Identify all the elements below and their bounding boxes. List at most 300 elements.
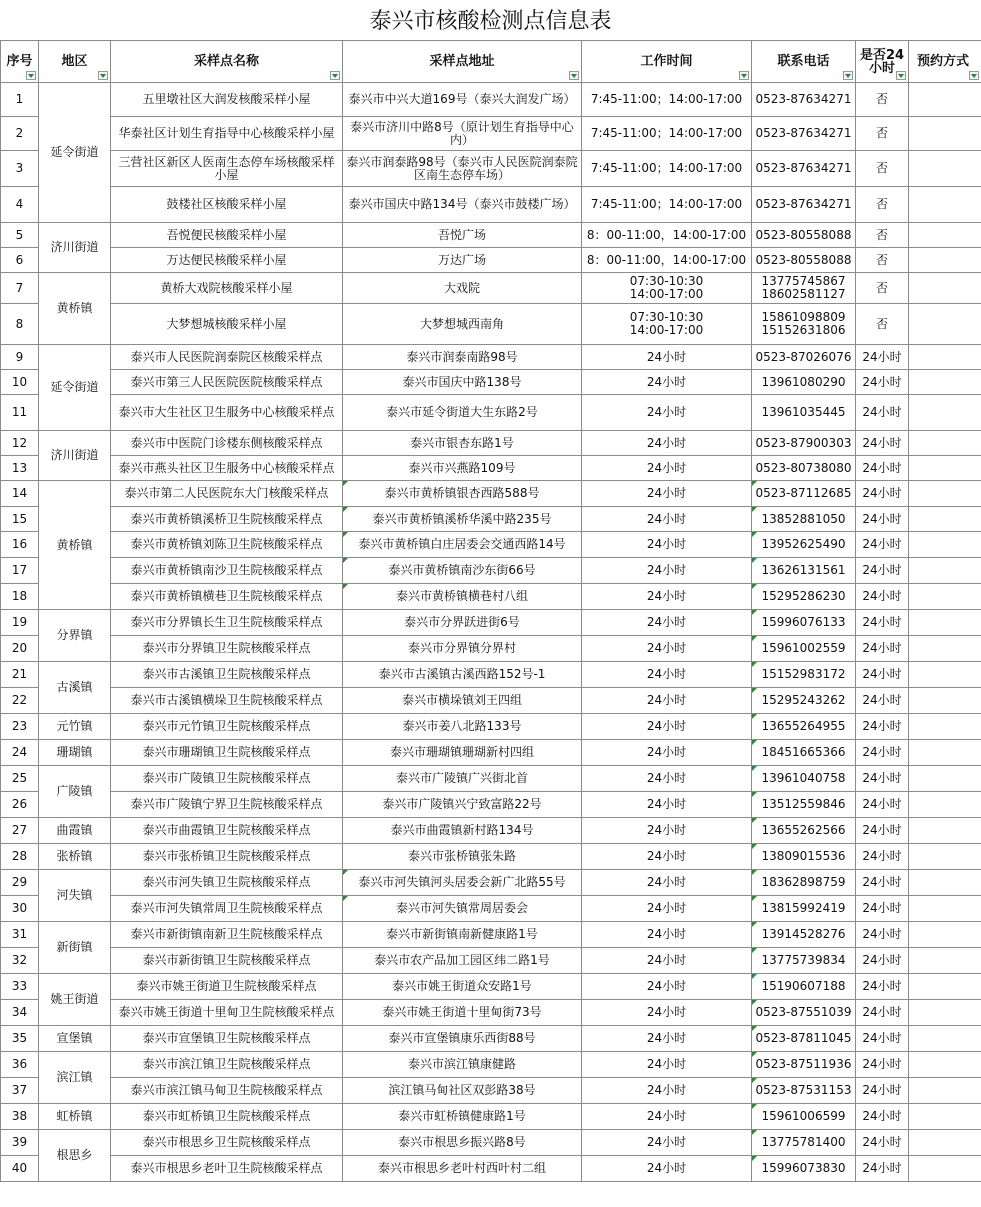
cell-phone[interactable]: 13961035445 <box>752 395 856 431</box>
cell-phone[interactable]: 15190607188 <box>752 974 856 1000</box>
cell-24h[interactable]: 24小时 <box>856 740 909 766</box>
cell-seq[interactable]: 39 <box>1 1130 39 1156</box>
cell-site-name[interactable]: 泰兴市珊瑚镇卫生院核酸采样点 <box>111 740 343 766</box>
cell-site-name[interactable]: 大梦想城核酸采样小屋 <box>111 304 343 345</box>
cell-site-name[interactable]: 五里墩社区大润发核酸采样小屋 <box>111 83 343 117</box>
cell-booking[interactable] <box>909 662 981 688</box>
cell-region[interactable]: 宣堡镇 <box>39 1026 111 1052</box>
cell-24h[interactable]: 24小时 <box>856 395 909 431</box>
cell-site-name[interactable]: 泰兴市宣堡镇卫生院核酸采样点 <box>111 1026 343 1052</box>
cell-phone[interactable]: 0523-87811045 <box>752 1026 856 1052</box>
cell-booking[interactable] <box>909 1078 981 1104</box>
cell-seq[interactable]: 3 <box>1 151 39 187</box>
cell-work-hours[interactable]: 24小时 <box>582 636 752 662</box>
cell-seq[interactable]: 28 <box>1 844 39 870</box>
cell-region[interactable]: 元竹镇 <box>39 714 111 740</box>
header-site-name[interactable]: 采样点名称 <box>111 41 343 83</box>
cell-site-address[interactable]: 泰兴市横垛镇刘王四组 <box>343 688 582 714</box>
cell-phone[interactable]: 13852881050 <box>752 507 856 532</box>
cell-site-address[interactable]: 泰兴市延令街道大生东路2号 <box>343 395 582 431</box>
cell-booking[interactable] <box>909 117 981 151</box>
cell-24h[interactable]: 24小时 <box>856 636 909 662</box>
cell-phone[interactable]: 13775781400 <box>752 1130 856 1156</box>
cell-work-hours[interactable]: 24小时 <box>582 922 752 948</box>
cell-site-address[interactable]: 泰兴市中兴大道169号（泰兴大润发广场） <box>343 83 582 117</box>
cell-work-hours[interactable]: 24小时 <box>582 532 752 558</box>
cell-phone[interactable]: 0523-80738080 <box>752 456 856 481</box>
cell-booking[interactable] <box>909 948 981 974</box>
cell-seq[interactable]: 29 <box>1 870 39 896</box>
cell-booking[interactable] <box>909 395 981 431</box>
cell-site-name[interactable]: 泰兴市河失镇常周卫生院核酸采样点 <box>111 896 343 922</box>
cell-booking[interactable] <box>909 688 981 714</box>
cell-site-address[interactable]: 泰兴市分界镇分界村 <box>343 636 582 662</box>
cell-phone[interactable]: 15295286230 <box>752 584 856 610</box>
cell-seq[interactable]: 34 <box>1 1000 39 1026</box>
cell-site-name[interactable]: 泰兴市广陵镇卫生院核酸采样点 <box>111 766 343 792</box>
cell-site-name[interactable]: 泰兴市分界镇卫生院核酸采样点 <box>111 636 343 662</box>
cell-booking[interactable] <box>909 896 981 922</box>
cell-phone[interactable]: 0523-87900303 <box>752 431 856 456</box>
cell-seq[interactable]: 15 <box>1 507 39 532</box>
cell-site-name[interactable]: 泰兴市河失镇卫生院核酸采样点 <box>111 870 343 896</box>
cell-booking[interactable] <box>909 187 981 223</box>
cell-work-hours[interactable]: 07:30-10:30 14:00-17:00 <box>582 273 752 304</box>
cell-phone[interactable]: 15152983172 <box>752 662 856 688</box>
cell-phone[interactable]: 0523-87634271 <box>752 117 856 151</box>
cell-site-address[interactable]: 泰兴市宣堡镇康乐西街88号 <box>343 1026 582 1052</box>
cell-phone[interactable]: 13961040758 <box>752 766 856 792</box>
cell-phone[interactable]: 0523-87112685 <box>752 481 856 507</box>
cell-work-hours[interactable]: 24小时 <box>582 345 752 370</box>
cell-work-hours[interactable]: 24小时 <box>582 1026 752 1052</box>
cell-booking[interactable] <box>909 248 981 273</box>
cell-seq[interactable]: 19 <box>1 610 39 636</box>
cell-seq[interactable]: 35 <box>1 1026 39 1052</box>
cell-phone[interactable]: 13512559846 <box>752 792 856 818</box>
cell-24h[interactable]: 24小时 <box>856 558 909 584</box>
cell-24h[interactable]: 24小时 <box>856 1156 909 1182</box>
cell-phone[interactable]: 0523-87531153 <box>752 1078 856 1104</box>
cell-24h[interactable]: 24小时 <box>856 1078 909 1104</box>
cell-region[interactable]: 新街镇 <box>39 922 111 974</box>
cell-seq[interactable]: 13 <box>1 456 39 481</box>
cell-site-name[interactable]: 泰兴市古溪镇卫生院核酸采样点 <box>111 662 343 688</box>
cell-region[interactable]: 姚王街道 <box>39 974 111 1026</box>
cell-work-hours[interactable]: 24小时 <box>582 792 752 818</box>
cell-24h[interactable]: 24小时 <box>856 345 909 370</box>
cell-phone[interactable]: 13655264955 <box>752 714 856 740</box>
cell-site-name[interactable]: 泰兴市广陵镇宁界卫生院核酸采样点 <box>111 792 343 818</box>
cell-region[interactable]: 滨江镇 <box>39 1052 111 1104</box>
cell-site-name[interactable]: 华泰社区计划生育指导中心核酸采样小屋 <box>111 117 343 151</box>
cell-site-address[interactable]: 泰兴市黄桥镇横巷村八组 <box>343 584 582 610</box>
cell-site-name[interactable]: 泰兴市根思乡卫生院核酸采样点 <box>111 1130 343 1156</box>
cell-24h[interactable]: 24小时 <box>856 456 909 481</box>
header-region[interactable]: 地区 <box>39 41 111 83</box>
cell-region[interactable]: 分界镇 <box>39 610 111 662</box>
cell-seq[interactable]: 22 <box>1 688 39 714</box>
cell-booking[interactable] <box>909 792 981 818</box>
cell-seq[interactable]: 32 <box>1 948 39 974</box>
cell-work-hours[interactable]: 24小时 <box>582 740 752 766</box>
cell-work-hours[interactable]: 7:45-11:00；14:00-17:00 <box>582 151 752 187</box>
cell-24h[interactable]: 24小时 <box>856 714 909 740</box>
cell-work-hours[interactable]: 24小时 <box>582 610 752 636</box>
cell-booking[interactable] <box>909 223 981 248</box>
cell-phone[interactable]: 13809015536 <box>752 844 856 870</box>
cell-site-name[interactable]: 泰兴市姚王街道卫生院核酸采样点 <box>111 974 343 1000</box>
cell-24h[interactable]: 24小时 <box>856 1026 909 1052</box>
cell-site-name[interactable]: 泰兴市黄桥镇溪桥卫生院核酸采样点 <box>111 507 343 532</box>
cell-work-hours[interactable]: 24小时 <box>582 688 752 714</box>
cell-seq[interactable]: 9 <box>1 345 39 370</box>
cell-region[interactable]: 古溪镇 <box>39 662 111 714</box>
cell-24h[interactable]: 24小时 <box>856 1104 909 1130</box>
cell-work-hours[interactable]: 24小时 <box>582 818 752 844</box>
cell-region[interactable]: 黄桥镇 <box>39 273 111 345</box>
cell-site-address[interactable]: 大梦想城西南角 <box>343 304 582 345</box>
cell-booking[interactable] <box>909 370 981 395</box>
cell-24h[interactable]: 24小时 <box>856 818 909 844</box>
cell-booking[interactable] <box>909 714 981 740</box>
cell-booking[interactable] <box>909 481 981 507</box>
cell-region[interactable]: 珊瑚镇 <box>39 740 111 766</box>
cell-site-name[interactable]: 泰兴市大生社区卫生服务中心核酸采样点 <box>111 395 343 431</box>
cell-work-hours[interactable]: 24小时 <box>582 1052 752 1078</box>
cell-booking[interactable] <box>909 151 981 187</box>
cell-24h[interactable]: 24小时 <box>856 688 909 714</box>
cell-site-name[interactable]: 泰兴市第二人民医院东大门核酸采样点 <box>111 481 343 507</box>
cell-site-name[interactable]: 鼓楼社区核酸采样小屋 <box>111 187 343 223</box>
cell-work-hours[interactable]: 8：00-11:00，14:00-17:00 <box>582 248 752 273</box>
cell-site-address[interactable]: 泰兴市黄桥镇白庄居委会交通西路14号 <box>343 532 582 558</box>
cell-booking[interactable] <box>909 456 981 481</box>
cell-phone[interactable]: 0523-80558088 <box>752 248 856 273</box>
cell-site-address[interactable]: 泰兴市润泰路98号（泰兴市人民医院润泰院区南生态停车场） <box>343 151 582 187</box>
cell-seq[interactable]: 11 <box>1 395 39 431</box>
cell-booking[interactable] <box>909 431 981 456</box>
cell-work-hours[interactable]: 24小时 <box>582 1104 752 1130</box>
cell-phone[interactable]: 15295243262 <box>752 688 856 714</box>
cell-booking[interactable] <box>909 558 981 584</box>
cell-site-address[interactable]: 万达广场 <box>343 248 582 273</box>
cell-phone[interactable]: 13952625490 <box>752 532 856 558</box>
cell-booking[interactable] <box>909 1026 981 1052</box>
cell-site-address[interactable]: 泰兴市珊瑚镇珊瑚新村四组 <box>343 740 582 766</box>
cell-site-name[interactable]: 黄桥大戏院核酸采样小屋 <box>111 273 343 304</box>
cell-phone[interactable]: 13626131561 <box>752 558 856 584</box>
cell-work-hours[interactable]: 24小时 <box>582 1000 752 1026</box>
cell-site-address[interactable]: 泰兴市黄桥镇溪桥华溪中路235号 <box>343 507 582 532</box>
cell-phone[interactable]: 18362898759 <box>752 870 856 896</box>
cell-phone[interactable]: 0523-87634271 <box>752 187 856 223</box>
cell-seq[interactable]: 37 <box>1 1078 39 1104</box>
cell-phone[interactable]: 0523-87634271 <box>752 151 856 187</box>
cell-phone[interactable]: 0523-87634271 <box>752 83 856 117</box>
cell-site-name[interactable]: 泰兴市黄桥镇南沙卫生院核酸采样点 <box>111 558 343 584</box>
cell-seq[interactable]: 10 <box>1 370 39 395</box>
cell-24h[interactable]: 24小时 <box>856 896 909 922</box>
cell-work-hours[interactable]: 24小时 <box>582 896 752 922</box>
cell-site-address[interactable]: 泰兴市分界跃进街6号 <box>343 610 582 636</box>
cell-site-address[interactable]: 泰兴市银杏东路1号 <box>343 431 582 456</box>
cell-site-address[interactable]: 泰兴市河失镇河头居委会新广北路55号 <box>343 870 582 896</box>
cell-phone[interactable]: 15996076133 <box>752 610 856 636</box>
cell-site-address[interactable]: 泰兴市古溪镇古溪西路152号-1 <box>343 662 582 688</box>
cell-24h[interactable]: 否 <box>856 83 909 117</box>
cell-work-hours[interactable]: 24小时 <box>582 844 752 870</box>
cell-site-address[interactable]: 泰兴市国庆中路134号（泰兴市鼓楼广场） <box>343 187 582 223</box>
cell-seq[interactable]: 40 <box>1 1156 39 1182</box>
cell-24h[interactable]: 24小时 <box>856 662 909 688</box>
cell-24h[interactable]: 否 <box>856 273 909 304</box>
cell-work-hours[interactable]: 24小时 <box>582 1156 752 1182</box>
cell-24h[interactable]: 否 <box>856 117 909 151</box>
cell-24h[interactable]: 24小时 <box>856 532 909 558</box>
cell-booking[interactable] <box>909 345 981 370</box>
cell-booking[interactable] <box>909 610 981 636</box>
cell-region[interactable]: 延令街道 <box>39 83 111 223</box>
cell-booking[interactable] <box>909 636 981 662</box>
cell-work-hours[interactable]: 07:30-10:30 14:00-17:00 <box>582 304 752 345</box>
cell-site-address[interactable]: 泰兴市曲霞镇新村路134号 <box>343 818 582 844</box>
cell-site-name[interactable]: 泰兴市新街镇卫生院核酸采样点 <box>111 948 343 974</box>
cell-booking[interactable] <box>909 870 981 896</box>
cell-site-address[interactable]: 泰兴市广陵镇广兴街北首 <box>343 766 582 792</box>
cell-site-name[interactable]: 泰兴市燕头社区卫生服务中心核酸采样点 <box>111 456 343 481</box>
cell-booking[interactable] <box>909 532 981 558</box>
cell-site-address[interactable]: 泰兴市农产品加工园区纬二路1号 <box>343 948 582 974</box>
cell-24h[interactable]: 24小时 <box>856 610 909 636</box>
cell-work-hours[interactable]: 24小时 <box>582 584 752 610</box>
cell-24h[interactable]: 24小时 <box>856 844 909 870</box>
cell-booking[interactable] <box>909 273 981 304</box>
cell-phone[interactable]: 15961006599 <box>752 1104 856 1130</box>
cell-seq[interactable]: 14 <box>1 481 39 507</box>
cell-phone[interactable]: 18451665366 <box>752 740 856 766</box>
cell-work-hours[interactable]: 24小时 <box>582 395 752 431</box>
cell-site-address[interactable]: 泰兴市根思乡振兴路8号 <box>343 1130 582 1156</box>
cell-seq[interactable]: 18 <box>1 584 39 610</box>
cell-seq[interactable]: 33 <box>1 974 39 1000</box>
cell-24h[interactable]: 24小时 <box>856 948 909 974</box>
cell-booking[interactable] <box>909 1000 981 1026</box>
cell-24h[interactable]: 24小时 <box>856 584 909 610</box>
cell-24h[interactable]: 24小时 <box>856 481 909 507</box>
cell-seq[interactable]: 36 <box>1 1052 39 1078</box>
cell-24h[interactable]: 24小时 <box>856 1130 909 1156</box>
cell-24h[interactable]: 否 <box>856 151 909 187</box>
cell-site-name[interactable]: 泰兴市曲霞镇卫生院核酸采样点 <box>111 818 343 844</box>
cell-phone[interactable]: 0523-87551039 <box>752 1000 856 1026</box>
cell-24h[interactable]: 24小时 <box>856 922 909 948</box>
cell-work-hours[interactable]: 24小时 <box>582 1078 752 1104</box>
cell-site-address[interactable]: 泰兴市黄桥镇南沙东街66号 <box>343 558 582 584</box>
cell-region[interactable]: 延令街道 <box>39 345 111 431</box>
cell-seq[interactable]: 1 <box>1 83 39 117</box>
cell-seq[interactable]: 31 <box>1 922 39 948</box>
cell-site-address[interactable]: 泰兴市新街镇南新健康路1号 <box>343 922 582 948</box>
cell-site-address[interactable]: 吾悦广场 <box>343 223 582 248</box>
cell-seq[interactable]: 5 <box>1 223 39 248</box>
cell-seq[interactable]: 21 <box>1 662 39 688</box>
cell-site-address[interactable]: 泰兴市姚王街道众安路1号 <box>343 974 582 1000</box>
cell-region[interactable]: 虹桥镇 <box>39 1104 111 1130</box>
cell-site-name[interactable]: 泰兴市姚王街道十里甸卫生院核酸采样点 <box>111 1000 343 1026</box>
cell-region[interactable]: 张桥镇 <box>39 844 111 870</box>
cell-24h[interactable]: 24小时 <box>856 870 909 896</box>
cell-24h[interactable]: 否 <box>856 223 909 248</box>
header-site-address[interactable]: 采样点地址 <box>343 41 582 83</box>
cell-phone[interactable]: 13914528276 <box>752 922 856 948</box>
cell-work-hours[interactable]: 24小时 <box>582 1130 752 1156</box>
cell-booking[interactable] <box>909 83 981 117</box>
cell-site-name[interactable]: 泰兴市根思乡老叶卫生院核酸采样点 <box>111 1156 343 1182</box>
cell-seq[interactable]: 20 <box>1 636 39 662</box>
cell-site-address[interactable]: 滨江镇马甸社区双彭路38号 <box>343 1078 582 1104</box>
cell-phone[interactable]: 13775745867 18602581127 <box>752 273 856 304</box>
cell-region[interactable]: 济川街道 <box>39 223 111 273</box>
cell-site-name[interactable]: 三营社区新区人医南生态停车场核酸采样小屋 <box>111 151 343 187</box>
cell-site-name[interactable]: 泰兴市黄桥镇刘陈卫生院核酸采样点 <box>111 532 343 558</box>
cell-site-address[interactable]: 泰兴市济川中路8号（原计划生育指导中心内） <box>343 117 582 151</box>
header-work-hours[interactable]: 工作时间 <box>582 41 752 83</box>
cell-24h[interactable]: 否 <box>856 248 909 273</box>
cell-site-name[interactable]: 泰兴市古溪镇横垛卫生院核酸采样点 <box>111 688 343 714</box>
cell-seq[interactable]: 2 <box>1 117 39 151</box>
cell-seq[interactable]: 30 <box>1 896 39 922</box>
cell-booking[interactable] <box>909 1052 981 1078</box>
cell-booking[interactable] <box>909 1130 981 1156</box>
cell-work-hours[interactable]: 24小时 <box>582 714 752 740</box>
cell-work-hours[interactable]: 24小时 <box>582 766 752 792</box>
cell-seq[interactable]: 25 <box>1 766 39 792</box>
cell-site-name[interactable]: 万达便民核酸采样小屋 <box>111 248 343 273</box>
header-seq[interactable]: 序号 <box>1 41 39 83</box>
cell-booking[interactable] <box>909 507 981 532</box>
cell-work-hours[interactable]: 24小时 <box>582 974 752 1000</box>
cell-work-hours[interactable]: 24小时 <box>582 431 752 456</box>
cell-work-hours[interactable]: 24小时 <box>582 370 752 395</box>
cell-booking[interactable] <box>909 974 981 1000</box>
cell-region[interactable]: 广陵镇 <box>39 766 111 818</box>
cell-work-hours[interactable]: 24小时 <box>582 662 752 688</box>
cell-site-address[interactable]: 泰兴市润泰南路98号 <box>343 345 582 370</box>
cell-24h[interactable]: 否 <box>856 304 909 345</box>
cell-site-name[interactable]: 泰兴市滨江镇卫生院核酸采样点 <box>111 1052 343 1078</box>
cell-site-address[interactable]: 泰兴市张桥镇张朱路 <box>343 844 582 870</box>
cell-booking[interactable] <box>909 1104 981 1130</box>
cell-work-hours[interactable]: 7:45-11:00；14:00-17:00 <box>582 83 752 117</box>
cell-24h[interactable]: 24小时 <box>856 507 909 532</box>
cell-work-hours[interactable]: 24小时 <box>582 481 752 507</box>
cell-booking[interactable] <box>909 922 981 948</box>
cell-booking[interactable] <box>909 304 981 345</box>
cell-site-address[interactable]: 大戏院 <box>343 273 582 304</box>
cell-seq[interactable]: 17 <box>1 558 39 584</box>
cell-site-name[interactable]: 泰兴市虹桥镇卫生院核酸采样点 <box>111 1104 343 1130</box>
cell-24h[interactable]: 24小时 <box>856 431 909 456</box>
cell-booking[interactable] <box>909 766 981 792</box>
cell-seq[interactable]: 4 <box>1 187 39 223</box>
header-phone[interactable]: 联系电话 <box>752 41 856 83</box>
cell-24h[interactable]: 24小时 <box>856 974 909 1000</box>
cell-site-name[interactable]: 泰兴市人民医院润泰院区核酸采样点 <box>111 345 343 370</box>
cell-work-hours[interactable]: 24小时 <box>582 558 752 584</box>
cell-work-hours[interactable]: 24小时 <box>582 456 752 481</box>
cell-phone[interactable]: 15996073830 <box>752 1156 856 1182</box>
cell-region[interactable]: 济川街道 <box>39 431 111 481</box>
cell-site-name[interactable]: 泰兴市黄桥镇横巷卫生院核酸采样点 <box>111 584 343 610</box>
cell-site-address[interactable]: 泰兴市国庆中路138号 <box>343 370 582 395</box>
cell-work-hours[interactable]: 7:45-11:00；14:00-17:00 <box>582 117 752 151</box>
cell-24h[interactable]: 24小时 <box>856 370 909 395</box>
cell-booking[interactable] <box>909 844 981 870</box>
cell-site-name[interactable]: 泰兴市新街镇南新卫生院核酸采样点 <box>111 922 343 948</box>
cell-site-address[interactable]: 泰兴市兴燕路109号 <box>343 456 582 481</box>
cell-site-address[interactable]: 泰兴市虹桥镇健康路1号 <box>343 1104 582 1130</box>
cell-site-name[interactable]: 泰兴市中医院门诊楼东侧核酸采样点 <box>111 431 343 456</box>
cell-booking[interactable] <box>909 1156 981 1182</box>
header-24h[interactable]: 是否24小时 <box>856 41 909 83</box>
cell-phone[interactable]: 13815992419 <box>752 896 856 922</box>
cell-region[interactable]: 根思乡 <box>39 1130 111 1182</box>
cell-phone[interactable]: 13775739834 <box>752 948 856 974</box>
cell-seq[interactable]: 23 <box>1 714 39 740</box>
cell-site-name[interactable]: 泰兴市元竹镇卫生院核酸采样点 <box>111 714 343 740</box>
cell-24h[interactable]: 24小时 <box>856 1052 909 1078</box>
cell-seq[interactable]: 26 <box>1 792 39 818</box>
cell-site-name[interactable]: 泰兴市滨江镇马甸卫生院核酸采样点 <box>111 1078 343 1104</box>
cell-site-address[interactable]: 泰兴市滨江镇康健路 <box>343 1052 582 1078</box>
cell-booking[interactable] <box>909 740 981 766</box>
cell-phone[interactable]: 0523-87511936 <box>752 1052 856 1078</box>
cell-site-address[interactable]: 泰兴市根思乡老叶村西叶村二组 <box>343 1156 582 1182</box>
cell-phone[interactable]: 15861098809 15152631806 <box>752 304 856 345</box>
cell-booking[interactable] <box>909 818 981 844</box>
cell-site-name[interactable]: 泰兴市分界镇长生卫生院核酸采样点 <box>111 610 343 636</box>
cell-phone[interactable]: 13961080290 <box>752 370 856 395</box>
cell-site-address[interactable]: 泰兴市姜八北路133号 <box>343 714 582 740</box>
cell-phone[interactable]: 15961002559 <box>752 636 856 662</box>
cell-24h[interactable]: 否 <box>856 187 909 223</box>
cell-phone[interactable]: 13655262566 <box>752 818 856 844</box>
cell-24h[interactable]: 24小时 <box>856 766 909 792</box>
cell-seq[interactable]: 16 <box>1 532 39 558</box>
cell-site-address[interactable]: 泰兴市河失镇常周居委会 <box>343 896 582 922</box>
cell-seq[interactable]: 12 <box>1 431 39 456</box>
cell-24h[interactable]: 24小时 <box>856 792 909 818</box>
cell-region[interactable]: 曲霞镇 <box>39 818 111 844</box>
header-booking[interactable]: 预约方式 <box>909 41 981 83</box>
cell-work-hours[interactable]: 7:45-11:00；14:00-17:00 <box>582 187 752 223</box>
cell-region[interactable]: 黄桥镇 <box>39 481 111 610</box>
cell-site-address[interactable]: 泰兴市姚王街道十里甸街73号 <box>343 1000 582 1026</box>
cell-seq[interactable]: 7 <box>1 273 39 304</box>
cell-booking[interactable] <box>909 584 981 610</box>
cell-24h[interactable]: 24小时 <box>856 1000 909 1026</box>
cell-work-hours[interactable]: 24小时 <box>582 870 752 896</box>
cell-work-hours[interactable]: 24小时 <box>582 507 752 532</box>
cell-site-name[interactable]: 泰兴市张桥镇卫生院核酸采样点 <box>111 844 343 870</box>
cell-seq[interactable]: 24 <box>1 740 39 766</box>
cell-site-name[interactable]: 泰兴市第三人民医院医院核酸采样点 <box>111 370 343 395</box>
cell-seq[interactable]: 38 <box>1 1104 39 1130</box>
cell-seq[interactable]: 27 <box>1 818 39 844</box>
cell-phone[interactable]: 0523-87026076 <box>752 345 856 370</box>
cell-phone[interactable]: 0523-80558088 <box>752 223 856 248</box>
